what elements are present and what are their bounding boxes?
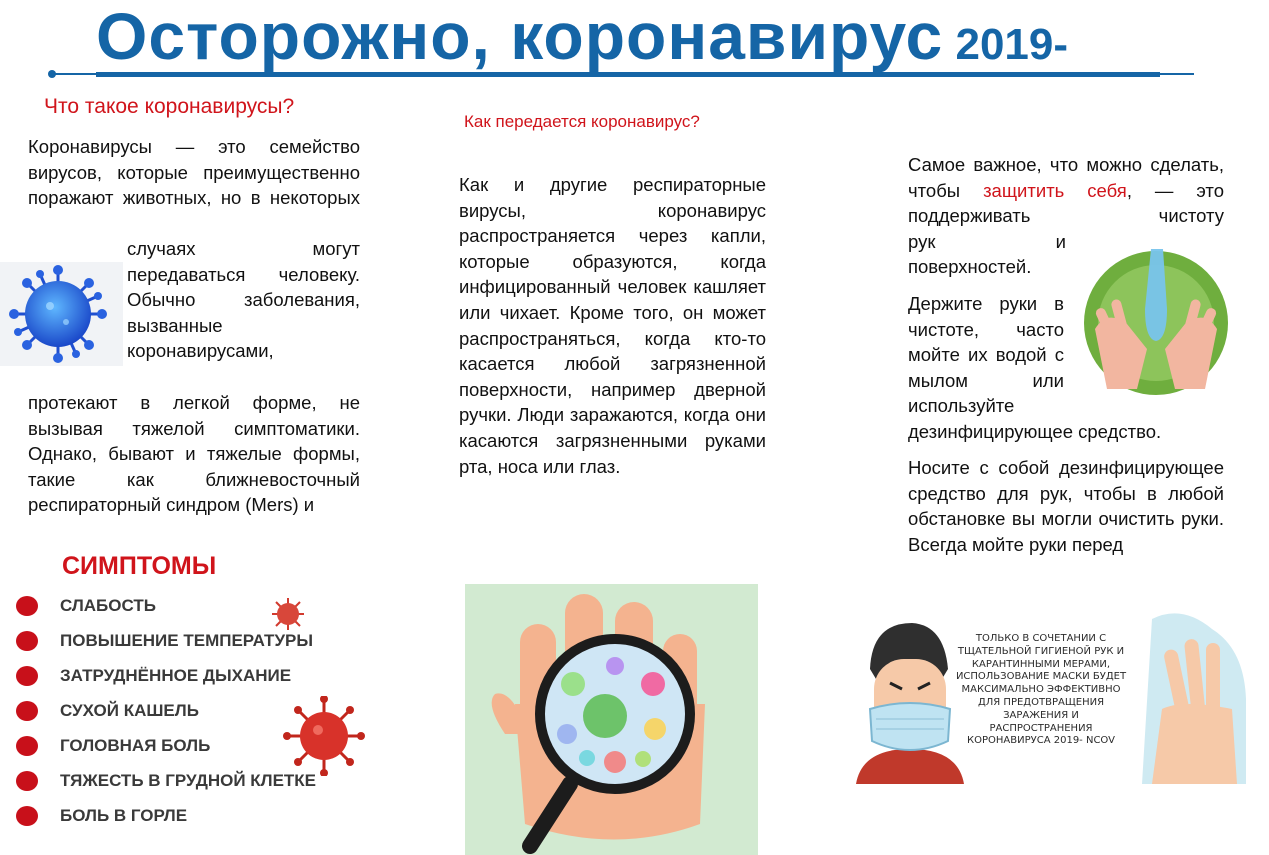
page-title-suffix: 2019- <box>943 20 1069 69</box>
section1-text-bottom-p: протекают в легкой форме, не вызывая тяжелой симптоматики. Однако, бывают и тяжелые формы, такие как ближневосточный респираторный синдром (Mers) и <box>28 392 360 516</box>
section1-text-mid <box>127 236 360 364</box>
section3-paragraph3 <box>908 455 1224 603</box>
section2-text <box>459 172 766 479</box>
large-virus-icon <box>282 696 366 776</box>
section3-p1-before: Самое важное, что можно сделать, чтобы <box>908 154 1224 201</box>
red-dot-icon <box>16 736 38 756</box>
hand-washing-icon <box>1067 249 1246 397</box>
red-dot-icon <box>16 631 38 651</box>
section3-p1-after: , — это поддерживать чистоту <box>908 179 1224 227</box>
section2-text-p: Как и другие респираторные вирусы, коронавирус распространяется через капли, которые образуются, когда инфицированный человек кашляет или чихает. Кроме того, он может распространяться, когда кто-то касается любой загрязненной поверхности, например дверной ручки. Люди заражаются, когда они касаются загрязненными руками рта, носа или глаз. <box>459 174 766 477</box>
red-dot-icon <box>16 771 38 791</box>
symptom-item <box>14 804 316 839</box>
symptom-label: ТЯЖЕСТЬ В ГРУДНОЙ КЛЕТКЕ <box>60 771 317 790</box>
symptom-label: БОЛЬ В ГОРЛЕ <box>60 806 188 825</box>
red-dot-icon <box>16 806 38 826</box>
section3-p3: Носите с собой дезинфицирующее средство для рук, чтобы в любой обстановке вы могли очистить руки. Всегда мойте руки перед <box>908 457 1224 555</box>
virus-icon <box>0 262 123 366</box>
hand-magnifier-icon <box>465 584 758 855</box>
symptom-label: ГОЛОВНАЯ БОЛЬ <box>60 736 211 755</box>
page-title <box>96 0 1166 78</box>
page-title-main: Осторожно, коронавирус <box>96 0 944 73</box>
symptom-label: ПОВЫШЕНИЕ ТЕМПЕРАТУРЫ <box>60 631 313 650</box>
symptom-label: ЗАТРУДНЁННОЕ ДЫХАНИЕ <box>60 666 292 685</box>
section3-paragraph2-end <box>908 419 1224 445</box>
section1-text-top <box>28 134 360 211</box>
symptoms-panel <box>14 548 369 845</box>
symptom-item <box>14 629 316 664</box>
hand-magnifier-image <box>465 584 758 855</box>
section3-p2-wide: дезинфицирующее средство. <box>908 421 1162 442</box>
red-dot-icon <box>16 701 38 721</box>
mask-notice-text: ТОЛЬКО В СОЧЕТАНИИ С ТЩАТЕЛЬНОЙ ГИГИЕНОЙ РУК И КАРАНТИННЫМИ МЕРАМИ, ИСПОЛЬЗОВАНИЕ МАСКИ БУДЕТ МАКСИМАЛЬНО ЭФФЕКТИВНО ДЛЯ ПРЕДОТВРАЩЕНИЯ ЗАРАЖЕНИЯ И РАСПРОСТРАНЕНИЯ КОРОНАВИРУСА 2019- NCOV <box>955 633 1127 747</box>
section1-text-bottom <box>28 390 360 540</box>
section3-paragraph2 <box>908 291 1064 419</box>
symptom-item <box>14 699 316 734</box>
hand-washing-image <box>1067 249 1246 397</box>
section1-heading: Что такое коронавирусы? <box>44 95 295 118</box>
symptom-item <box>14 734 316 769</box>
symptom-item <box>14 664 316 699</box>
title-rule-dot <box>48 70 56 78</box>
section1-text-mid-p: случаях могут передаваться человеку. Обычно заболевания, вызванные коронавирусами, <box>127 238 360 362</box>
red-dot-icon <box>16 596 38 616</box>
section3-p1-highlight: защитить себя <box>983 179 1127 201</box>
section2-heading: Как передается коронавирус? <box>464 112 700 131</box>
mask-notice-panel <box>852 609 1246 784</box>
symptom-label: СУХОЙ КАШЕЛЬ <box>60 701 199 720</box>
section3-p2-narrow: Держите руки в чистоте, часто мойте их водой с мылом или используйте <box>908 293 1064 417</box>
section3-p1 <box>908 152 1224 229</box>
symptoms-title: СИМПТОМЫ <box>62 552 217 580</box>
red-dot-icon <box>16 666 38 686</box>
virus-image <box>0 262 123 366</box>
symptom-label: СЛАБОСТЬ <box>60 596 156 615</box>
section3-p1-tail: рук и поверхностей. <box>908 230 1066 278</box>
section1-text-top-p: Коронавирусы — это семейство вирусов, которые преимущественно поражают животных, но в некоторых <box>28 136 360 209</box>
symptom-item <box>14 769 316 804</box>
small-virus-icon <box>268 596 308 632</box>
